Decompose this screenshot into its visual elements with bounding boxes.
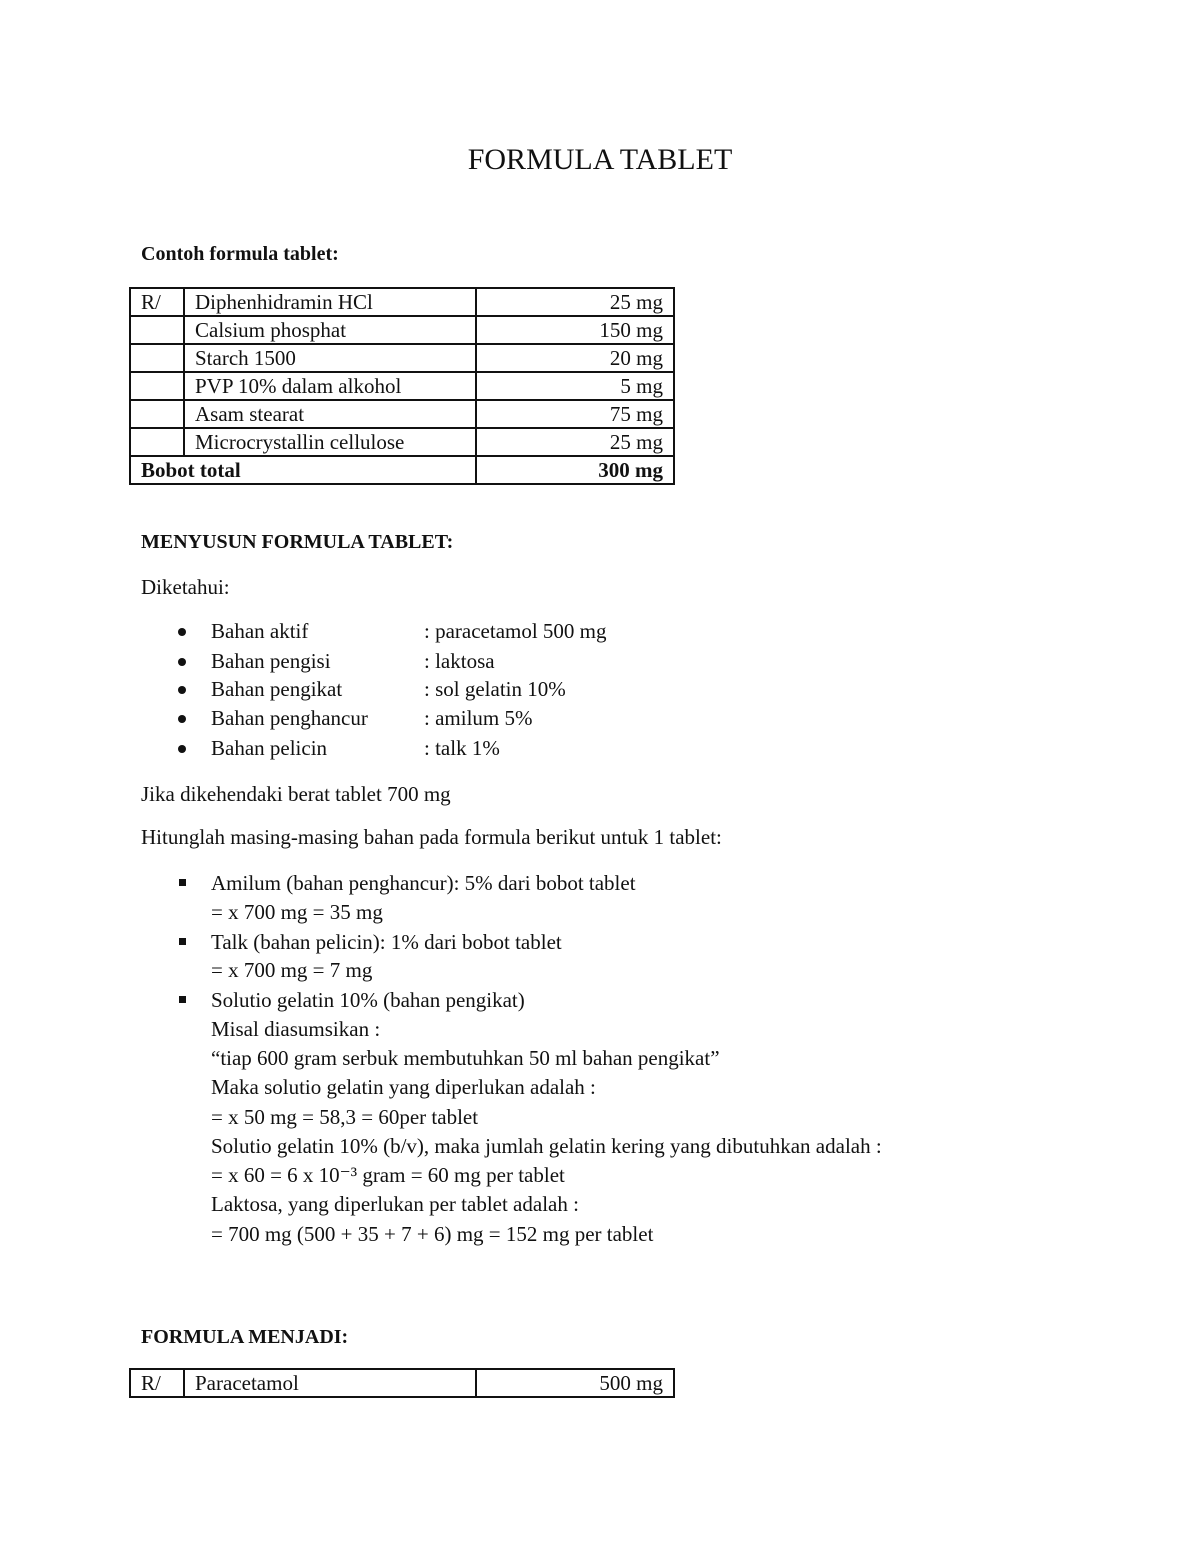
square-bullet-icon	[179, 879, 186, 886]
known-item-value: : laktosa	[424, 649, 495, 673]
table-row	[130, 372, 674, 400]
rx-cell	[130, 372, 184, 400]
rx-cell	[130, 428, 184, 456]
amount-cell: 20 mg	[476, 344, 674, 372]
calc-line: Amilum (bahan penghancur): 5% dari bobot tablet	[211, 871, 636, 895]
known-item-label: Bahan pelicin	[211, 736, 328, 760]
table-row	[130, 428, 674, 456]
rx-cell	[130, 400, 184, 428]
ingredient-cell: Paracetamol	[184, 1369, 476, 1397]
bullet-icon	[178, 745, 186, 753]
calc-line: Solutio gelatin 10% (bahan pengikat)	[211, 988, 525, 1012]
amount-cell: 25 mg	[476, 428, 674, 456]
calc-line: Maka solutio gelatin yang diperlukan adalah :	[211, 1075, 596, 1099]
calc-line: = x 50 mg = 58,3 = 60per tablet	[211, 1105, 479, 1129]
section3-heading: FORMULA MENJADI:	[141, 1326, 349, 1348]
calc-line: = x 700 mg = 7 mg	[211, 958, 373, 982]
known-item-value: : sol gelatin 10%	[424, 677, 566, 701]
calc-line: = 700 mg (500 + 35 + 7 + 6) mg = 152 mg per tablet	[211, 1222, 654, 1246]
ingredient-cell: Microcrystallin cellulose	[184, 428, 476, 456]
known-item-value: : amilum 5%	[424, 706, 533, 730]
table-row	[130, 1369, 674, 1397]
bullet-icon	[178, 686, 186, 694]
ingredient-cell: Diphenhidramin HCl	[184, 288, 476, 316]
calc-line: “tiap 600 gram serbuk membutuhkan 50 ml bahan pengikat”	[211, 1046, 720, 1070]
table-row	[130, 288, 674, 316]
ingredient-cell: Asam stearat	[184, 400, 476, 428]
amount-cell: 150 mg	[476, 316, 674, 344]
total-row	[130, 456, 674, 484]
ingredient-cell: Starch 1500	[184, 344, 476, 372]
rx-cell	[130, 316, 184, 344]
rx-cell: R/	[130, 1369, 184, 1397]
amount-cell: 5 mg	[476, 372, 674, 400]
section1-heading: Contoh formula tablet:	[141, 243, 339, 265]
bullet-icon	[178, 715, 186, 723]
known-item-label: Bahan pengisi	[211, 649, 331, 673]
rx-cell: R/	[130, 288, 184, 316]
bullet-icon	[178, 628, 186, 636]
square-bullet-icon	[179, 938, 186, 945]
section2-heading: MENYUSUN FORMULA TABLET:	[141, 531, 454, 553]
square-bullet-icon	[179, 996, 186, 1003]
amount-cell: 75 mg	[476, 400, 674, 428]
calc-intro: Hitunglah masing-masing bahan pada formula berikut untuk 1 tablet:	[141, 825, 722, 849]
bullet-icon	[178, 658, 186, 666]
formula-table-example	[129, 287, 675, 485]
ingredient-cell: Calsium phosphat	[184, 316, 476, 344]
calc-line: Laktosa, yang diperlukan per tablet adalah :	[211, 1192, 579, 1216]
known-item-value: : talk 1%	[424, 736, 500, 760]
table-row	[130, 344, 674, 372]
weight-line: Jika dikehendaki berat tablet 700 mg	[141, 782, 451, 806]
calc-line: = x 700 mg = 35 mg	[211, 900, 383, 924]
formula-table-result	[129, 1368, 675, 1398]
amount-cell: 25 mg	[476, 288, 674, 316]
known-item-label: Bahan penghancur	[211, 706, 368, 730]
page-title: FORMULA TABLET	[467, 143, 733, 176]
known-item-value: : paracetamol 500 mg	[424, 619, 607, 643]
calc-line: Misal diasumsikan :	[211, 1017, 381, 1041]
known-item-label: Bahan aktif	[211, 619, 309, 643]
known-label: Diketahui:	[141, 575, 230, 599]
calc-line: Solutio gelatin 10% (b/v), maka jumlah gelatin kering yang dibutuhkan adalah :	[211, 1134, 882, 1158]
known-item-label: Bahan pengikat	[211, 677, 343, 701]
total-label: Bobot total	[130, 456, 476, 484]
table-row	[130, 316, 674, 344]
amount-cell: 500 mg	[476, 1369, 674, 1397]
calc-line: = x 60 = 6 x 10⁻³ gram = 60 mg per tablet	[211, 1163, 565, 1187]
table-row	[130, 400, 674, 428]
calc-line: Talk (bahan pelicin): 1% dari bobot tablet	[211, 930, 562, 954]
rx-cell	[130, 344, 184, 372]
ingredient-cell: PVP 10% dalam alkohol	[184, 372, 476, 400]
total-amount: 300 mg	[476, 456, 674, 484]
